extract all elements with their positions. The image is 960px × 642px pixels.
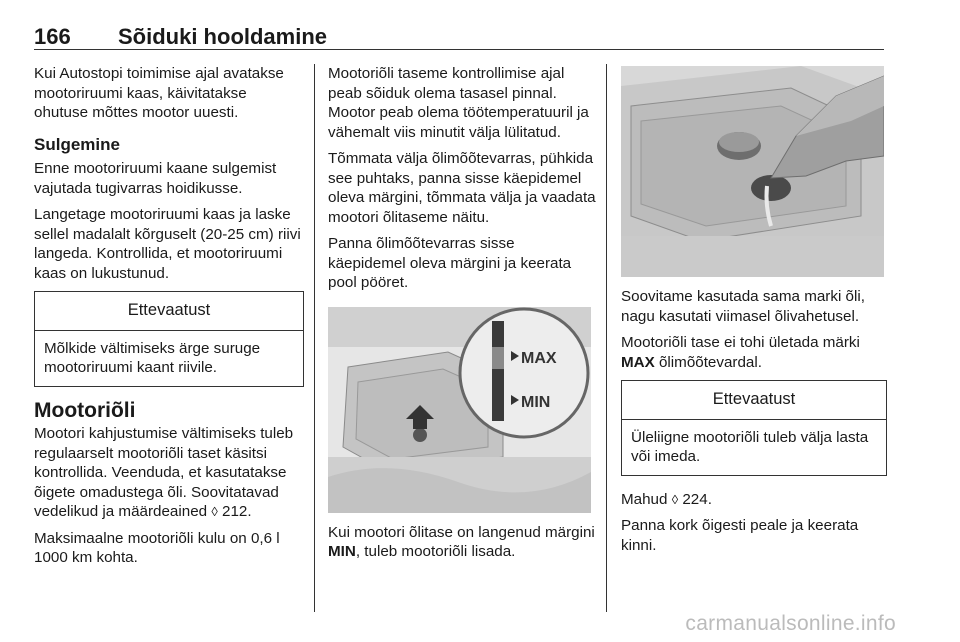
paragraph-level-conditions: Mootoriõli taseme kontrollimise ajal peab sõiduk olema tasasel pinnal. Mootor peab olema töötemperatuuril ja vähemalt viis minutit välja lülitatud. bbox=[328, 65, 589, 141]
paragraph-lower-hood: Langetage mootoriruumi kaas ja laske sellel madalalt kõrguselt (20-25 cm) riivi langeda. Kontrollida, et mootoriruumi kaas on lukustunud. bbox=[34, 206, 301, 282]
heading-engine-oil: Mootoriõli bbox=[34, 398, 136, 422]
column-3 bbox=[621, 64, 887, 562]
page-number: 166 bbox=[34, 24, 71, 49]
page-reference-icon: ◊ bbox=[211, 504, 218, 519]
dipstick-illustration bbox=[328, 307, 591, 513]
paragraph-capacities: Mahud ◊ 224. bbox=[621, 490, 712, 508]
caution-title: Ettevaatust bbox=[35, 292, 303, 331]
page-reference-link-2[interactable]: 224. bbox=[682, 490, 712, 508]
column-1 bbox=[34, 64, 304, 575]
caution-body: Mõlkide vältimiseks ärge suruge mootoriruumi kaant riivile. bbox=[44, 339, 261, 376]
header-rule bbox=[34, 49, 884, 50]
paragraph-pull-dipstick: Tõmmata välja õlimõõtevarras, pühkida see puhtaks, panna sisse käepidemel oleva märgini, tõmmata välja ja vaadata mootori õlitaseme näitu. bbox=[328, 150, 596, 226]
paragraph-add-oil: Kui mootori õlitase on langenud märgini MIN, tuleb mootoriõli lisada. bbox=[328, 523, 595, 560]
paragraph-max-limit: Mootoriõli tase ei tohi ületada märki MAX õlimõõtevardal. bbox=[621, 334, 860, 371]
caution-body-2: Üleliigne mootoriõli tuleb välja lasta või imeda. bbox=[631, 428, 869, 465]
caution-box-2 bbox=[621, 380, 887, 476]
section-title: Sõiduki hooldamine bbox=[118, 24, 328, 49]
column-divider-1 bbox=[314, 64, 315, 612]
caution-box bbox=[34, 291, 304, 387]
heading-closing: Sulgemine bbox=[34, 134, 120, 154]
paragraph-autostop: Kui Autostopi toimimise ajal avatakse mootoriruumi kaas, käivitatakse ohutuse mõttes mootor uuesti. bbox=[34, 65, 284, 121]
paragraph-same-brand: Soovitame kasutada sama marki õli, nagu kasutati viimasel õlivahetusel. bbox=[621, 288, 865, 325]
paragraph-oil-check: Mootori kahjustumise vältimiseks tuleb regulaarselt mootoriõli taset käsitsi kontrollida. Veenduda, et kasutatakse õigete omadustega õli. Soovitatavad vedelikud ja määrdeained ◊ 212. bbox=[34, 425, 294, 520]
page-reference-link[interactable]: 212. bbox=[222, 503, 252, 520]
paragraph-close-cap: Panna kork õigesti peale ja keerata kinni. bbox=[621, 517, 859, 554]
max-label: MAX bbox=[521, 349, 557, 367]
column-divider-2 bbox=[606, 64, 607, 612]
page-reference-icon-2: ◊ bbox=[671, 491, 679, 507]
min-label: MIN bbox=[521, 393, 551, 411]
paragraph-close-support: Enne mootoriruumi kaane sulgemist vajutada tugivarras hoidikusse. bbox=[34, 160, 277, 197]
paragraph-oil-consumption: Maksimaalne mootoriõli kulu on 0,6 l 1000 km kohta. bbox=[34, 529, 280, 566]
paragraph-insert-dipstick: Panna õlimõõtevarras sisse käepidemel oleva märgini ja keerata pool pööret. bbox=[328, 235, 572, 291]
page-header bbox=[34, 24, 327, 50]
caution-title-2: Ettevaatust bbox=[622, 381, 886, 420]
watermark: carmanualsonline.info bbox=[685, 612, 896, 635]
oil-fill-illustration bbox=[621, 66, 884, 277]
column-2 bbox=[328, 64, 596, 569]
